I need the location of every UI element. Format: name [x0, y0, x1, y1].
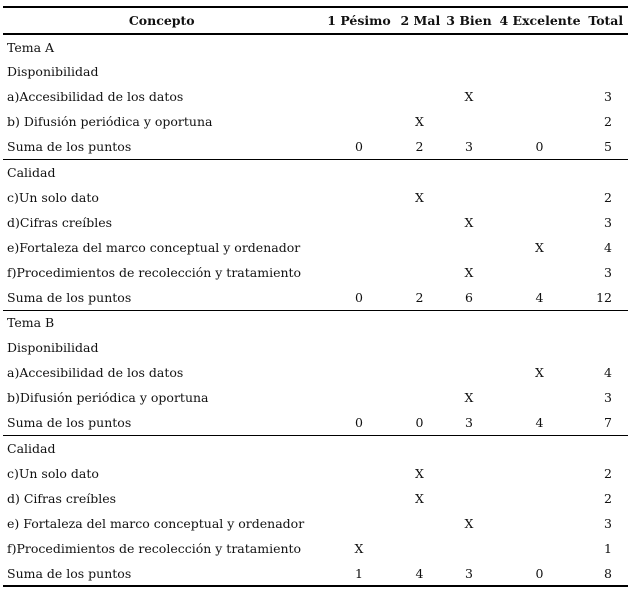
rating-cell-3	[442, 360, 496, 385]
rating-cell-4	[496, 210, 583, 235]
rating-cell-1	[321, 310, 397, 335]
rating-cell-2	[397, 235, 442, 260]
rating-cell-4	[496, 260, 583, 285]
rating-cell-3: 3	[442, 134, 496, 159]
rating-cell-4	[496, 310, 583, 335]
rating-cell-4	[496, 59, 583, 84]
header-pesimo: 1 Pésimo	[321, 7, 397, 34]
row-label: c)Un solo dato	[7, 465, 99, 481]
rating-cell-4	[496, 511, 583, 536]
rating-cell-4	[496, 461, 583, 486]
row-label: Calidad	[7, 164, 56, 180]
table-row	[3, 310, 628, 335]
rating-cell-2	[397, 59, 442, 84]
rating-cell-3	[442, 335, 496, 360]
header-row	[3, 7, 628, 34]
rating-cell-1	[321, 84, 397, 109]
rating-cell-3	[442, 486, 496, 511]
rating-cell-2	[397, 84, 442, 109]
total-cell: 2	[604, 114, 612, 130]
rating-cell-1	[321, 109, 397, 134]
rating-cell-3: 3	[442, 561, 496, 586]
row-label: e)Fortaleza del marco conceptual y ordenador	[7, 239, 301, 255]
table-row	[3, 511, 628, 536]
row-label: Suma de los puntos	[3, 285, 321, 310]
total-cell	[583, 335, 628, 360]
rating-cell-1: 1	[321, 561, 397, 586]
rating-cell-3: 3	[442, 410, 496, 435]
rating-cell-1	[321, 360, 397, 385]
total-cell: 3	[604, 214, 612, 230]
rating-cell-2	[397, 536, 442, 561]
row-label: Suma de los puntos	[3, 561, 321, 586]
row-label: Disponibilidad	[7, 64, 99, 80]
table-row	[3, 235, 628, 260]
rating-cell-3	[442, 109, 496, 134]
rating-cell-1: 0	[321, 285, 397, 310]
table-row	[3, 210, 628, 235]
rating-cell-3	[442, 310, 496, 335]
rating-cell-1	[321, 59, 397, 84]
total-cell: 4	[604, 365, 612, 381]
rating-cell-2: X	[415, 465, 424, 481]
table-row	[3, 59, 628, 84]
rating-cell-4	[496, 486, 583, 511]
rating-cell-2: X	[415, 114, 424, 130]
row-label: Tema B	[7, 315, 55, 331]
row-label: b)Difusión periódica y oportuna	[7, 390, 209, 406]
row-label: Calidad	[7, 440, 56, 456]
row-label: Suma de los puntos	[3, 410, 321, 435]
row-label: d)Cifras creíbles	[7, 214, 113, 230]
rating-cell-1	[321, 335, 397, 360]
header-mal: 2 Mal	[397, 7, 442, 34]
rating-cell-1	[321, 461, 397, 486]
total-cell: 3	[604, 390, 612, 406]
total-cell: 3	[604, 515, 612, 531]
rating-cell-4: 4	[496, 285, 583, 310]
rating-cell-3	[442, 536, 496, 561]
rating-cell-1	[321, 34, 397, 59]
row-label: f)Procedimientos de recolección y tratamiento	[7, 540, 302, 556]
rating-cell-4	[496, 385, 583, 410]
rating-cell-1	[321, 159, 397, 184]
rating-cell-3: X	[464, 214, 474, 230]
row-label: a)Accesibilidad de los datos	[7, 365, 184, 381]
rating-cell-4: 0	[496, 561, 583, 586]
rating-cell-3: X	[464, 89, 474, 105]
rating-cell-1	[321, 235, 397, 260]
rating-cell-3	[442, 235, 496, 260]
rating-cell-4: 4	[496, 410, 583, 435]
sum-row	[3, 410, 628, 435]
table-row	[3, 109, 628, 134]
rating-cell-3: X	[464, 515, 474, 531]
rating-cell-1	[321, 260, 397, 285]
rating-cell-2: 0	[397, 410, 442, 435]
rating-cell-4	[496, 84, 583, 109]
header-total: Total	[583, 7, 628, 34]
total-cell: 12	[583, 285, 628, 310]
table-row	[3, 159, 628, 184]
rating-cell-2: 4	[397, 561, 442, 586]
rating-cell-1: 0	[321, 410, 397, 435]
rating-cell-1	[321, 486, 397, 511]
row-label: c)Un solo dato	[7, 189, 99, 205]
rating-cell-2	[397, 260, 442, 285]
total-cell	[583, 436, 628, 461]
total-cell	[583, 159, 628, 184]
rating-cell-1: X	[354, 540, 364, 556]
rating-cell-2: X	[415, 189, 424, 205]
rating-cell-2: 2	[397, 285, 442, 310]
rating-cell-2	[397, 360, 442, 385]
rating-cell-4: X	[535, 239, 544, 255]
rating-cell-3: 6	[442, 285, 496, 310]
rating-cell-1	[321, 185, 397, 210]
table-row	[3, 260, 628, 285]
rating-cell-4	[496, 109, 583, 134]
total-cell: 2	[604, 189, 612, 205]
rating-cell-4	[496, 159, 583, 184]
rating-cell-3: X	[464, 390, 474, 406]
rating-cell-1	[321, 436, 397, 461]
rating-cell-2	[397, 335, 442, 360]
rating-cell-4	[496, 34, 583, 59]
rating-cell-1	[321, 210, 397, 235]
total-cell: 3	[604, 264, 612, 280]
row-label: e) Fortaleza del marco conceptual y ordenador	[7, 515, 305, 531]
rating-cell-4: 0	[496, 134, 583, 159]
total-cell: 3	[604, 89, 612, 105]
rating-cell-2	[397, 159, 442, 184]
rating-cell-2: X	[415, 490, 424, 506]
rating-cell-3	[442, 185, 496, 210]
row-label: Suma de los puntos	[3, 134, 321, 159]
rating-cell-1	[321, 511, 397, 536]
rating-cell-3	[442, 59, 496, 84]
row-label: a)Accesibilidad de los datos	[7, 89, 184, 105]
total-cell: 2	[604, 465, 612, 481]
row-label: Disponibilidad	[7, 340, 99, 356]
rating-cell-3	[442, 436, 496, 461]
rating-cell-4: X	[535, 365, 544, 381]
total-cell: 5	[583, 134, 628, 159]
rating-cell-1	[321, 385, 397, 410]
rating-cell-4	[496, 536, 583, 561]
sum-row	[3, 285, 628, 310]
table-row	[3, 34, 628, 59]
row-label: b) Difusión periódica y oportuna	[7, 114, 213, 130]
header-excelente: 4 Excelente	[496, 7, 583, 34]
rating-cell-3: X	[464, 264, 474, 280]
rating-cell-2: 2	[397, 134, 442, 159]
table-row	[3, 360, 628, 385]
table-row	[3, 84, 628, 109]
table-row	[3, 335, 628, 360]
total-cell	[583, 310, 628, 335]
table-row	[3, 385, 628, 410]
rating-cell-2	[397, 385, 442, 410]
rating-cell-4	[496, 335, 583, 360]
rating-cell-3	[442, 34, 496, 59]
table-row	[3, 436, 628, 461]
total-cell: 1	[604, 540, 612, 556]
rating-cell-2	[397, 511, 442, 536]
row-label: d) Cifras creíbles	[7, 490, 117, 506]
table-row	[3, 185, 628, 210]
rating-cell-1: 0	[321, 134, 397, 159]
evaluation-table	[3, 6, 628, 587]
total-cell	[583, 34, 628, 59]
header-concepto: Concepto	[3, 7, 321, 34]
total-cell: 2	[604, 490, 612, 506]
rating-cell-2	[397, 210, 442, 235]
sum-row	[3, 134, 628, 159]
table-row	[3, 536, 628, 561]
row-label: Tema A	[7, 39, 55, 55]
total-cell: 4	[604, 239, 612, 255]
rating-cell-3	[442, 461, 496, 486]
total-cell: 7	[583, 410, 628, 435]
sum-row	[3, 561, 628, 586]
rating-cell-2	[397, 34, 442, 59]
header-bien: 3 Bien	[442, 7, 496, 34]
row-label: f)Procedimientos de recolección y tratamiento	[7, 264, 302, 280]
rating-cell-2	[397, 436, 442, 461]
rating-cell-4	[496, 185, 583, 210]
rating-cell-2	[397, 310, 442, 335]
table-row	[3, 486, 628, 511]
table-row	[3, 461, 628, 486]
rating-cell-4	[496, 436, 583, 461]
total-cell: 8	[583, 561, 628, 586]
rating-cell-3	[442, 159, 496, 184]
total-cell	[583, 59, 628, 84]
